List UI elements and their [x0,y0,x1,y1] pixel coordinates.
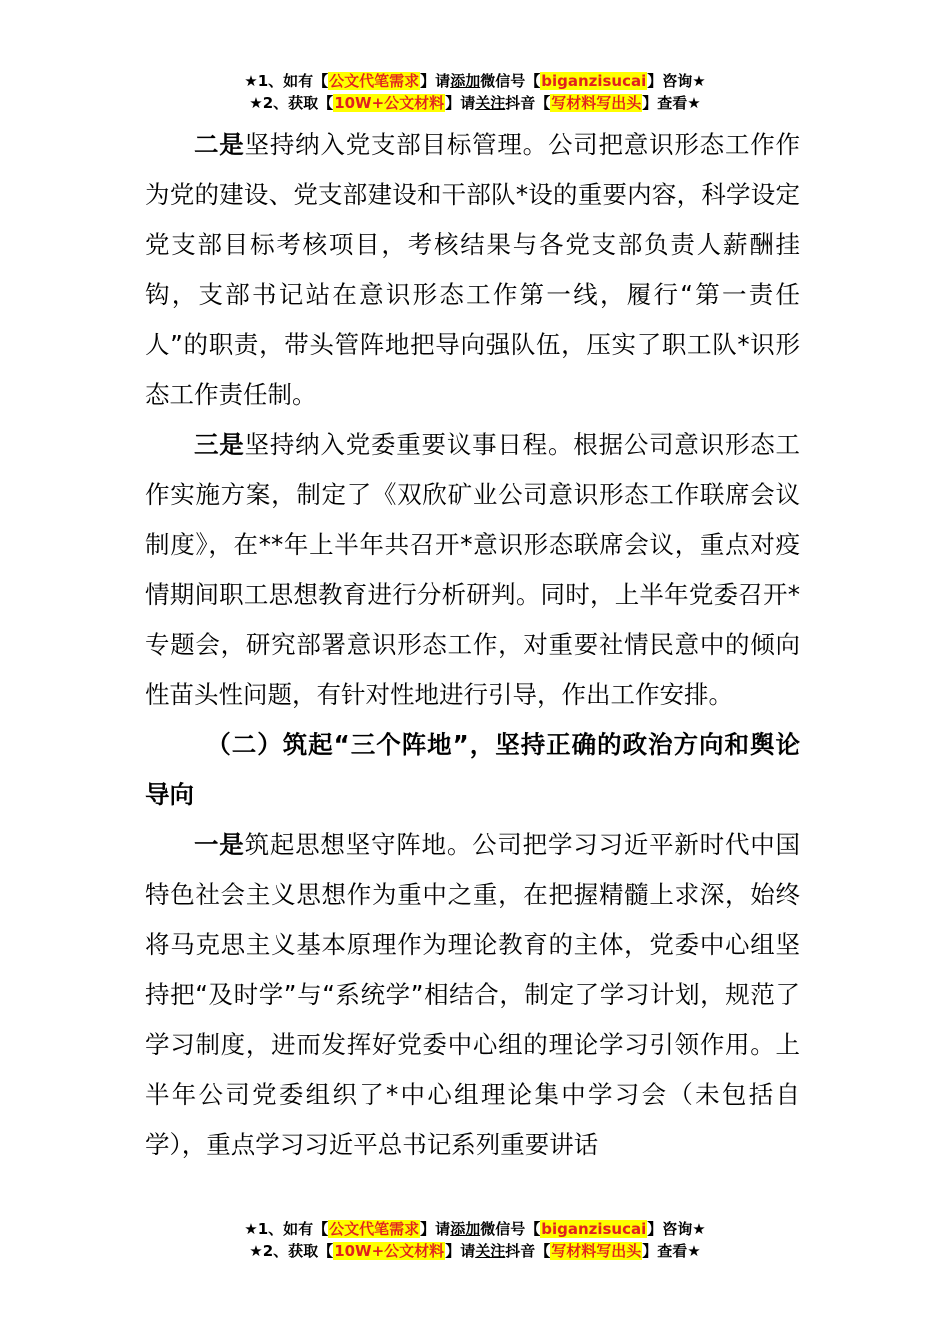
paragraph-text: 坚持纳入党支部目标管理。公司把意识形态工作作为党的建设、党支部建设和干部队*设的重要内容，科学设定党支部目标考核项目，考核结果与各党支部负责人薪酬挂钩，支部书记站在意识形态工作第一线，履行“第一责任人”的职责，带头管阵地把导向强队伍，压实了职工队*识形态工作责任制。 [145,130,801,409]
banner-highlight-douyin: 写材料写出头 [551,94,642,112]
banner-text: 】咨询★ [647,1220,706,1238]
paragraph-text: 筑起思想坚守阵地。公司把学习习近平新时代中国特色社会主义思想作为重中之重，在把握精髓上求深，始终将马克思主义基本原理作为理论教育的主体，党委中心组坚持把“及时学”与“系统学”相结合，制定了学习计划，规范了学习制度，进而发挥好党委中心组的理论学习引领作用。上半年公司党委组织了*中心组理论集中学习会（未包括自学），重点学习习近平总书记系列重要讲话 [145,830,801,1159]
paragraph-2 [145,120,800,420]
paragraph-lead: 一是 [194,830,245,859]
paragraph-1 [145,820,800,1170]
banner-text: 抖音【 [505,1242,551,1260]
banner-text: 】请 [445,94,476,112]
paragraph-text: 坚持纳入党委重要议事日程。根据公司意识形态工作实施方案，制定了《双欣矿业公司意识形态工作联席会议制度》，在**年上半年共召开*意识形态联席会议，重点对疫情期间职工思想教育进行分析研判。同时，上半年党委召开*专题会，研究部署意识形态工作，对重要社情民意中的倾向性苗头性问题，有针对性地进行引导，作出工作安排。 [145,430,801,709]
banner-underlined-text: 关注 [475,94,506,112]
footer-banner [0,1218,950,1262]
banner-line-2 [0,1240,950,1262]
banner-text: 抖音【 [505,94,551,112]
banner-line-2 [0,92,950,114]
banner-line-1 [0,1218,950,1240]
banner-text: 】请 [420,1220,451,1238]
paragraph-lead: 二是 [194,130,245,159]
banner-highlight: 公文代笔需求 [329,1220,420,1238]
banner-highlight: 公文代笔需求 [329,72,420,90]
banner-text: 】请 [445,1242,476,1260]
banner-underlined-text: 添加 [450,1220,481,1238]
banner-text: 】查看★ [642,1242,701,1260]
banner-underlined-text: 关注 [475,1242,506,1260]
banner-text: ★1、如有【 [244,1220,329,1238]
banner-highlight-douyin: 写材料写出头 [551,1242,642,1260]
banner-text: 】请 [420,72,451,90]
banner-highlight: 10W+公文材料 [334,1242,445,1260]
banner-text: ★1、如有【 [244,72,329,90]
banner-text: ★2、获取【 [249,94,334,112]
paragraph-3 [145,420,800,720]
banner-text: ★2、获取【 [249,1242,334,1260]
banner-text: 微信号【 [480,1220,541,1238]
section-heading: （二）筑起“三个阵地”，坚持正确的政治方向和舆论导向 [145,730,800,809]
banner-underlined-text: 添加 [450,72,481,90]
banner-text: 】查看★ [642,94,701,112]
banner-highlight-wechat-id: biganzisucai [541,72,647,90]
banner-highlight: 10W+公文材料 [334,94,445,112]
banner-highlight-wechat-id: biganzisucai [541,1220,647,1238]
document-body [145,120,800,1170]
header-banner [0,70,950,114]
banner-text: 微信号【 [480,72,541,90]
banner-text: 】咨询★ [647,72,706,90]
paragraph-lead: 三是 [194,430,245,459]
banner-line-1 [0,70,950,92]
